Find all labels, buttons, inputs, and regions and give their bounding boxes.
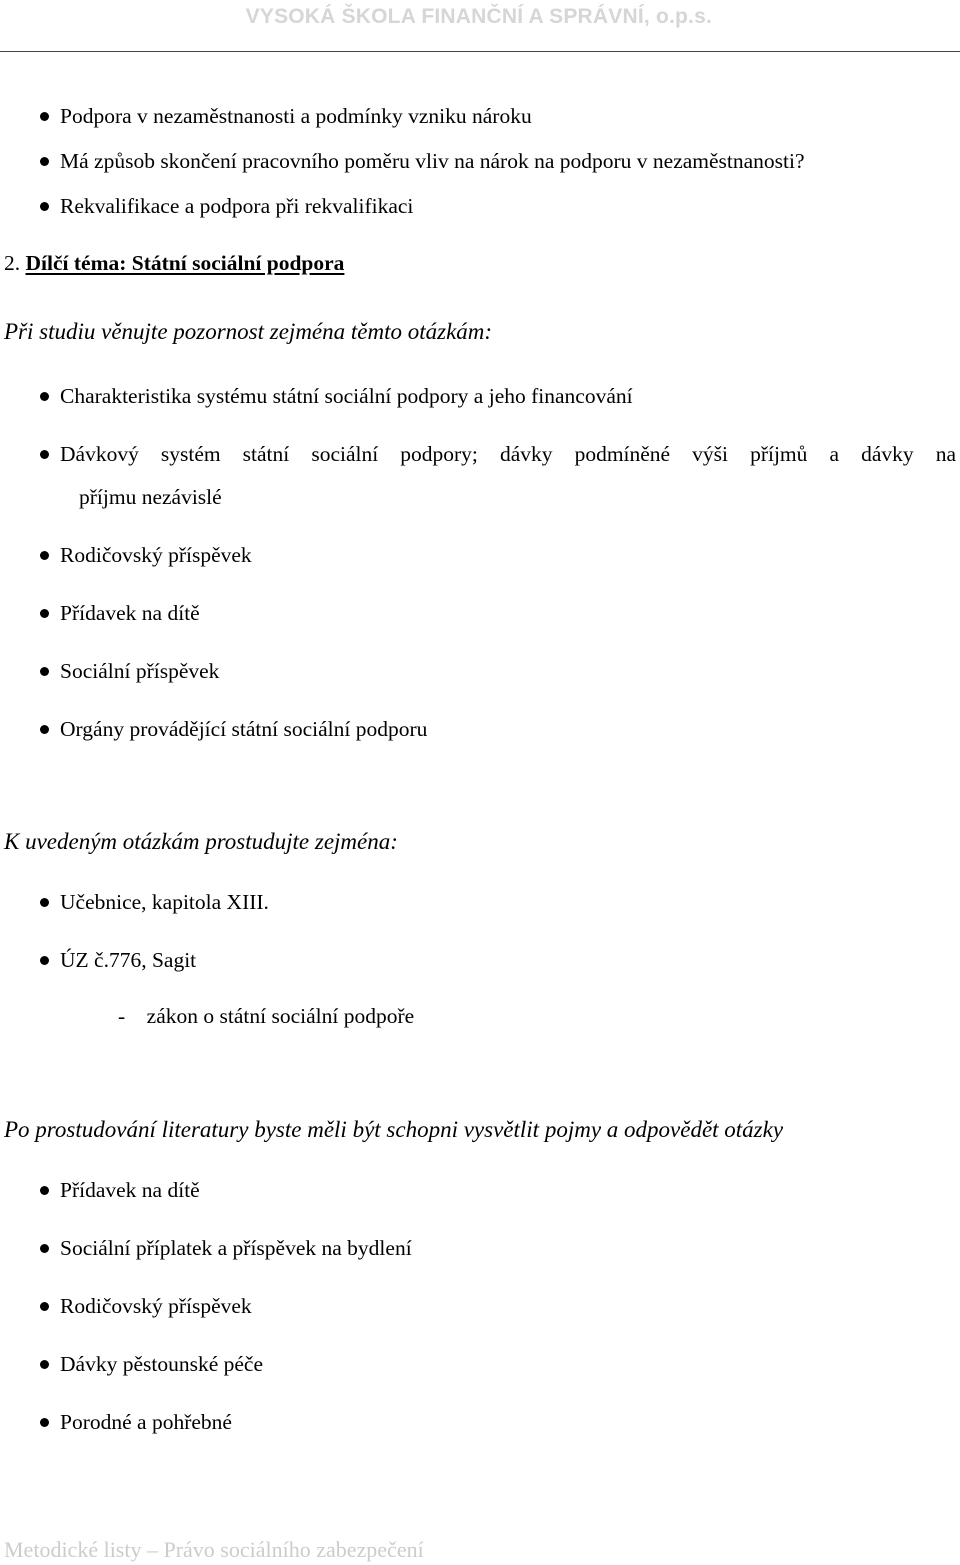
- list-item: Podpora v nezaměstnanosti a podmínky vzniku nároku: [60, 104, 532, 128]
- list-item: Dávky pěstounské péče: [60, 1352, 263, 1376]
- bullet-icon: [40, 956, 49, 965]
- bullet-icon: [40, 112, 49, 121]
- list-item: Má způsob skončení pracovního poměru vliv na nárok na podporu v nezaměstnanosti?: [60, 149, 805, 173]
- bullet-icon: [40, 1302, 49, 1311]
- list-item: Rodičovský příspěvek: [60, 1294, 252, 1318]
- section-title: Dílčí téma: Státní sociální podpora: [25, 251, 345, 275]
- bullet-icon: [40, 157, 49, 166]
- bullet-icon: [40, 609, 49, 618]
- list-item: Rekvalifikace a podpora při rekvalifikaci: [60, 194, 414, 218]
- header-divider: [0, 51, 960, 52]
- list-item: Orgány provádějící státní sociální podporu: [60, 717, 428, 741]
- bullet-icon: [40, 392, 49, 401]
- bullet-icon: [40, 202, 49, 211]
- bullet-icon: [40, 725, 49, 734]
- bullet-icon: [40, 551, 49, 560]
- list-item: Učebnice, kapitola XIII.: [60, 890, 269, 914]
- bullet-icon: [40, 1418, 49, 1427]
- list-item: Přídavek na dítě: [60, 1178, 200, 1202]
- page-footer: Metodické listy – Právo sociálního zabezpečení: [4, 1537, 424, 1562]
- bullet-icon: [40, 898, 49, 907]
- list-item: Dávkový systém státní sociální podpory; dávky podmíněné výši příjmů a dávky na: [60, 442, 956, 466]
- bullet-icon: [40, 1360, 49, 1369]
- study-intro: Při studiu věnujte pozornost zejména těmto otázkám:: [4, 319, 493, 344]
- section-heading: [4, 250, 344, 276]
- bullet-icon: [40, 450, 49, 459]
- school-name: VYSOKÁ ŠKOLA FINANČNÍ A SPRÁVNÍ, o.p.s.: [245, 5, 712, 28]
- list-item-continuation: příjmu nezávislé: [79, 485, 222, 509]
- section-number: 2.: [4, 251, 21, 275]
- bullet-icon: [40, 667, 49, 676]
- bullet-icon: [40, 1244, 49, 1253]
- list-item: Sociální příplatek a příspěvek na bydlení: [60, 1236, 412, 1260]
- learning-goals-heading: Po prostudování literatury byste měli být schopni vysvětlit pojmy a odpovědět otázky: [4, 1117, 784, 1142]
- list-item: Charakteristika systému státní sociální podpory a jeho financování: [60, 384, 633, 408]
- list-item: Porodné a pohřebné: [60, 1410, 232, 1434]
- study-heading: K uvedeným otázkám prostudujte zejména:: [4, 829, 398, 854]
- list-item: Sociální příspěvek: [60, 659, 220, 683]
- list-item: ÚZ č.776, Sagit: [60, 948, 197, 972]
- dash-list-item: - zákon o státní sociální podpoře: [118, 1004, 415, 1028]
- list-item: Přídavek na dítě: [60, 601, 200, 625]
- bullet-icon: [40, 1186, 49, 1195]
- page-header: [0, 0, 960, 54]
- list-item: Rodičovský příspěvek: [60, 543, 252, 567]
